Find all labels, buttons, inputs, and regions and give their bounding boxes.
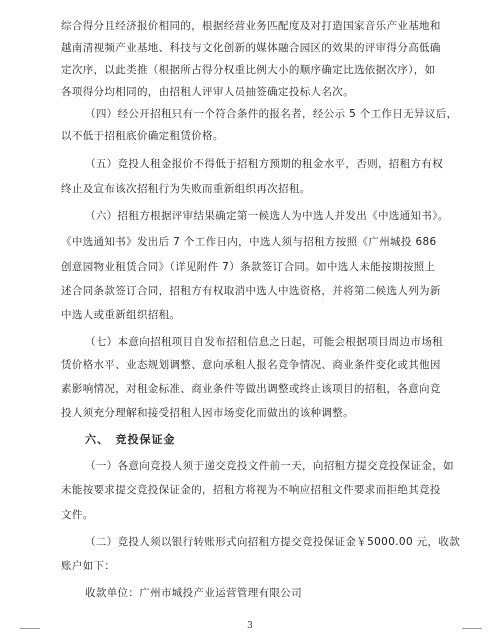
text-line: 《中选通知书》发出后 7 个工作日内，中选人须与招租方按照《广州城投 686	[61, 236, 437, 248]
text-line: 投人须充分理解和接受招租人因市场变化而做出的该种调整。	[61, 407, 354, 419]
text-line: （一）各意向竞投人须于递交竞投文件前一天，向招租方提交竞投保证金，如	[85, 460, 454, 472]
text-line: 未能按要求提交竞投保证金的，招租方将视为不响应招租文件要求而拒绝其竞投	[61, 484, 441, 496]
text-line: （七）本意向招租项目自发布招租信息之日起，可能会根据项目周边市场租	[85, 336, 444, 348]
text-line: 收款单位：广州市城投产业运营管理有限公司	[85, 587, 302, 599]
text-line: 综合得分且经济报价相同的，根据经营业务匹配度及对打造国家音乐产业基地和	[61, 20, 441, 32]
text-line: 文件。	[61, 509, 94, 521]
text-line: 账户如下：	[61, 560, 116, 572]
text-line: （六）招租方根据评审结果确定第一候选人为中选人并发出《中选通知书》。	[85, 210, 449, 222]
text-line: 以不低于招租底价确定租赁价格。	[61, 130, 224, 142]
text-line: 定次序，以此类推（根据所占得分权重比例大小的顺序确定比选依据次序），如	[61, 64, 436, 76]
text-line: （五）竞投人租金报价不得低于招租方预期的租金水平，否则，招租方有权	[85, 158, 444, 170]
text-line: 越南清视频产业基地、科技与文化创新的媒体融合园区的效果的评审得分高低确	[61, 42, 441, 54]
text-line: 创意园物业租赁合同》（详见附件 7）条款签订合同。如中选人未能按期按照上	[61, 261, 436, 273]
text-line: （四）经公开招租只有一个符合条件的报名者，经公示 5 个工作日无异议后，	[85, 108, 458, 120]
text-line: 素影响情况，对租金标准、商业条件等做出调整或终止该项目的招租，各意向竞	[61, 383, 441, 395]
text-line: 各项得分均相同的，由招租人评审人员抽签确定投标人名次。	[61, 86, 354, 98]
text-line: 终止及宣布该次招租行为失败而重新组织再次招租。	[61, 183, 311, 195]
text-line: 赁价格水平、业态规划调整、意向承租人报名竞争情况、商业条件变化或其他因	[61, 359, 441, 371]
text-line: 述合同条款签订合同，招租方有权取消中选人中选资格，并将第二候选人列为新	[61, 285, 441, 297]
section-heading: 六、 竞投保证金	[85, 433, 176, 446]
text-line: （二）竞投人须以银行转账形式向招租方提交竞投保证金￥5000.00 元，收款	[85, 536, 461, 548]
page-number: 3	[247, 621, 253, 631]
text-line: 中选人或重新组织招租。	[61, 309, 181, 321]
